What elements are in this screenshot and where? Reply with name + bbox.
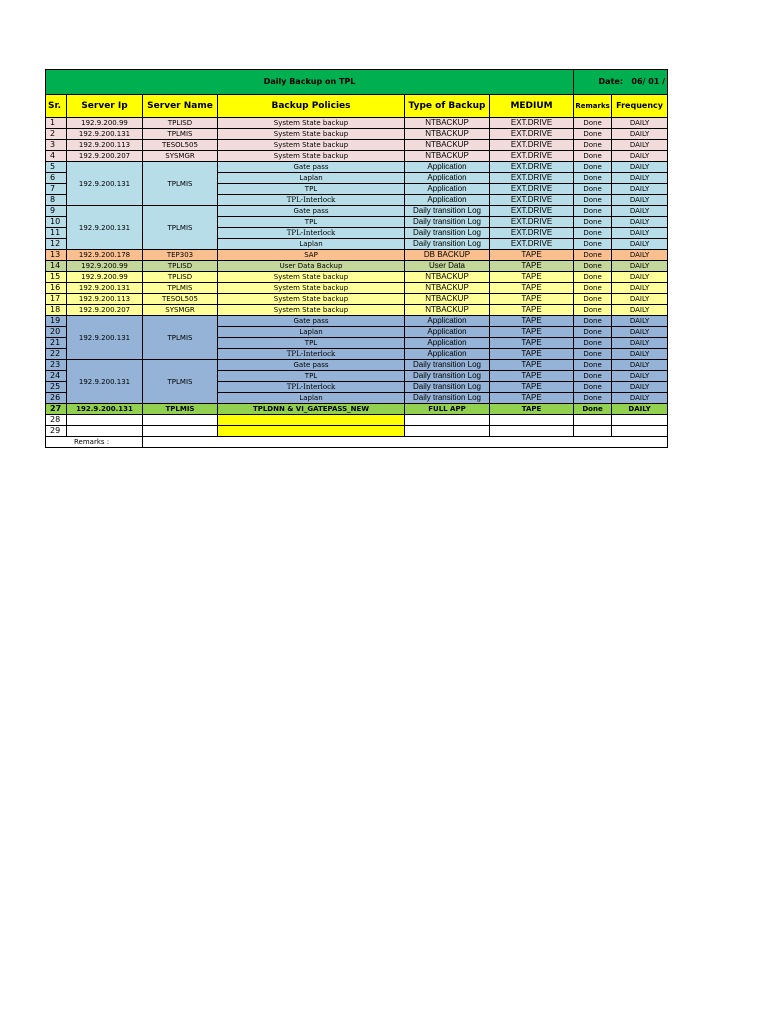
table-row — [46, 426, 668, 437]
type-cell: NTBACKUP — [405, 140, 490, 151]
frequency-cell: DAILY — [612, 404, 668, 415]
type-cell: NTBACKUP — [405, 272, 490, 283]
frequency-cell: DAILY — [612, 261, 668, 272]
header-backup-policies: Backup Policies — [218, 95, 405, 118]
table-row — [46, 151, 668, 162]
medium-cell: TAPE — [490, 261, 574, 272]
empty-cell — [67, 415, 143, 426]
policy-cell: TPL — [218, 217, 405, 228]
header-remarks: Remarks — [574, 95, 612, 118]
header-type-of-backup: Type of Backup — [405, 95, 490, 118]
server-ip-cell: 192.9.200.131 — [67, 162, 143, 206]
remarks-cell: Done — [574, 283, 612, 294]
sheet-title: Daily Backup on TPL — [46, 70, 574, 95]
policy-cell: User Data Backup — [218, 261, 405, 272]
type-cell: Application — [405, 349, 490, 360]
policy-cell: System State backup — [218, 129, 405, 140]
sr-cell: 1 — [46, 118, 67, 129]
server-ip-cell: 192.9.200.131 — [67, 316, 143, 360]
frequency-cell: DAILY — [612, 151, 668, 162]
server-ip-cell: 192.9.200.131 — [67, 129, 143, 140]
server-ip-cell: 192.9.200.207 — [67, 305, 143, 316]
remarks-cell: Done — [574, 349, 612, 360]
frequency-cell: DAILY — [612, 283, 668, 294]
type-cell: NTBACKUP — [405, 294, 490, 305]
policy-cell: System State backup — [218, 140, 405, 151]
type-cell: Application — [405, 338, 490, 349]
table-row — [46, 294, 668, 305]
medium-cell: TAPE — [490, 393, 574, 404]
remarks-cell: Done — [574, 162, 612, 173]
sr-cell: 20 — [46, 327, 67, 338]
frequency-cell: DAILY — [612, 327, 668, 338]
policy-cell: System State backup — [218, 283, 405, 294]
remarks-cell: Done — [574, 327, 612, 338]
frequency-cell: DAILY — [612, 184, 668, 195]
empty-cell — [574, 415, 612, 426]
remarks-cell: Done — [574, 316, 612, 327]
server-name-cell: SYSMGR — [143, 151, 218, 162]
policy-cell: TPLDNN & VI_GATEPASS_NEW — [218, 404, 405, 415]
frequency-cell: DAILY — [612, 349, 668, 360]
sr-cell: 5 — [46, 162, 67, 173]
sr-cell: 11 — [46, 228, 67, 239]
date-label: Date: — [598, 77, 624, 86]
sr-cell: 21 — [46, 338, 67, 349]
remarks-cell: Done — [574, 404, 612, 415]
policy-cell: System State backup — [218, 272, 405, 283]
remarks-cell: Done — [574, 360, 612, 371]
sr-cell: 18 — [46, 305, 67, 316]
sr-cell: 10 — [46, 217, 67, 228]
server-ip-cell: 192.9.200.131 — [67, 404, 143, 415]
empty-cell — [612, 426, 668, 437]
remarks-cell: Done — [574, 338, 612, 349]
empty-cell — [405, 426, 490, 437]
sr-cell: 26 — [46, 393, 67, 404]
type-cell: Application — [405, 195, 490, 206]
date-cell — [574, 70, 668, 95]
table-row — [46, 404, 668, 415]
server-name-cell: TPLMIS — [143, 162, 218, 206]
table-row — [46, 129, 668, 140]
server-name-cell: TPLMIS — [143, 283, 218, 294]
sr-cell: 13 — [46, 250, 67, 261]
empty-cell — [67, 426, 143, 437]
sr-cell: 14 — [46, 261, 67, 272]
type-cell: Daily transition Log — [405, 393, 490, 404]
header-frequency: Frequency — [612, 95, 668, 118]
table-row — [46, 272, 668, 283]
policy-cell: TPL — [218, 338, 405, 349]
sr-cell: 2 — [46, 129, 67, 140]
table-row — [46, 305, 668, 316]
medium-cell: TAPE — [490, 371, 574, 382]
sr-cell: 23 — [46, 360, 67, 371]
header-row — [46, 95, 668, 118]
sr-cell: 4 — [46, 151, 67, 162]
type-cell: Application — [405, 184, 490, 195]
policy-cell: Laplan — [218, 327, 405, 338]
frequency-cell: DAILY — [612, 228, 668, 239]
type-cell: Daily transition Log — [405, 382, 490, 393]
remarks-cell: Done — [574, 239, 612, 250]
medium-cell: TAPE — [490, 250, 574, 261]
date-value: 06/ 01 / — [631, 77, 666, 86]
remarks-cell: Done — [574, 195, 612, 206]
server-ip-cell: 192.9.200.113 — [67, 294, 143, 305]
sr-cell: 3 — [46, 140, 67, 151]
server-ip-cell: 192.9.200.99 — [67, 272, 143, 283]
server-name-cell: TESOL505 — [143, 294, 218, 305]
table-row — [46, 118, 668, 129]
server-name-cell: TPLMIS — [143, 404, 218, 415]
sr-cell: 22 — [46, 349, 67, 360]
policy-cell: Gate pass — [218, 360, 405, 371]
type-cell: NTBACKUP — [405, 151, 490, 162]
policy-cell: TPL-Interlock — [218, 382, 405, 393]
policy-cell: Gate pass — [218, 162, 405, 173]
empty-cell — [405, 415, 490, 426]
server-name-cell: TESOL505 — [143, 140, 218, 151]
medium-cell: EXT.DRIVE — [490, 129, 574, 140]
server-name-cell: TPLMIS — [143, 360, 218, 404]
remarks-cell: Done — [574, 140, 612, 151]
server-ip-cell: 192.9.200.99 — [67, 118, 143, 129]
remarks-cell: Done — [574, 382, 612, 393]
frequency-cell: DAILY — [612, 338, 668, 349]
highlighted-empty-cell — [218, 426, 405, 437]
medium-cell: TAPE — [490, 404, 574, 415]
frequency-cell: DAILY — [612, 382, 668, 393]
frequency-cell: DAILY — [612, 140, 668, 151]
remarks-value-cell — [143, 437, 668, 448]
remarks-cell: Done — [574, 250, 612, 261]
table-row — [46, 360, 668, 371]
policy-cell: Laplan — [218, 173, 405, 184]
medium-cell: EXT.DRIVE — [490, 151, 574, 162]
remarks-cell: Done — [574, 294, 612, 305]
frequency-cell: DAILY — [612, 305, 668, 316]
table-row — [46, 162, 668, 173]
sr-cell: 27 — [46, 404, 67, 415]
type-cell: Daily transition Log — [405, 217, 490, 228]
server-name-cell: TPLMIS — [143, 129, 218, 140]
header-medium: MEDIUM — [490, 95, 574, 118]
medium-cell: TAPE — [490, 305, 574, 316]
type-cell: User Data — [405, 261, 490, 272]
type-cell: FULL APP — [405, 404, 490, 415]
type-cell: NTBACKUP — [405, 129, 490, 140]
frequency-cell: DAILY — [612, 118, 668, 129]
table-row — [46, 140, 668, 151]
header-sr: Sr. — [46, 95, 67, 118]
type-cell: NTBACKUP — [405, 283, 490, 294]
medium-cell: TAPE — [490, 382, 574, 393]
remarks-cell: Done — [574, 228, 612, 239]
medium-cell: TAPE — [490, 360, 574, 371]
server-ip-cell: 192.9.200.131 — [67, 360, 143, 404]
medium-cell: TAPE — [490, 349, 574, 360]
policy-cell: System State backup — [218, 305, 405, 316]
title-row — [46, 70, 668, 95]
sr-cell: 16 — [46, 283, 67, 294]
policy-cell: TPL-Interlock — [218, 195, 405, 206]
empty-cell — [612, 415, 668, 426]
remarks-cell: Done — [574, 261, 612, 272]
remarks-cell: Done — [574, 173, 612, 184]
remarks-cell: Done — [574, 151, 612, 162]
medium-cell: TAPE — [490, 316, 574, 327]
remarks-cell: Done — [574, 184, 612, 195]
type-cell: Daily transition Log — [405, 360, 490, 371]
server-name-cell: TPLISD — [143, 118, 218, 129]
sr-cell: 29 — [46, 426, 67, 437]
table-row — [46, 415, 668, 426]
frequency-cell: DAILY — [612, 206, 668, 217]
sr-cell: 9 — [46, 206, 67, 217]
sr-cell: 28 — [46, 415, 67, 426]
policy-cell: Laplan — [218, 239, 405, 250]
highlighted-empty-cell — [218, 415, 405, 426]
header-server-name: Server Name — [143, 95, 218, 118]
remarks-cell: Done — [574, 206, 612, 217]
server-ip-cell: 192.9.200.99 — [67, 261, 143, 272]
type-cell: Daily transition Log — [405, 206, 490, 217]
empty-cell — [574, 426, 612, 437]
sr-cell: 15 — [46, 272, 67, 283]
sr-cell: 8 — [46, 195, 67, 206]
frequency-cell: DAILY — [612, 195, 668, 206]
type-cell: Application — [405, 316, 490, 327]
sr-cell: 19 — [46, 316, 67, 327]
frequency-cell: DAILY — [612, 294, 668, 305]
frequency-cell: DAILY — [612, 217, 668, 228]
type-cell: Daily transition Log — [405, 371, 490, 382]
policy-cell: Gate pass — [218, 316, 405, 327]
table-row — [46, 316, 668, 327]
medium-cell: EXT.DRIVE — [490, 195, 574, 206]
policy-cell: System State backup — [218, 294, 405, 305]
remarks-cell: Done — [574, 305, 612, 316]
medium-cell: TAPE — [490, 294, 574, 305]
policy-cell: TPL-Interlock — [218, 349, 405, 360]
server-ip-cell: 192.9.200.113 — [67, 140, 143, 151]
medium-cell: EXT.DRIVE — [490, 206, 574, 217]
sr-cell: 6 — [46, 173, 67, 184]
empty-cell — [490, 426, 574, 437]
table-row — [46, 206, 668, 217]
type-cell: Application — [405, 327, 490, 338]
policy-cell: Laplan — [218, 393, 405, 404]
medium-cell: EXT.DRIVE — [490, 239, 574, 250]
remarks-label: Remarks : — [46, 437, 143, 448]
medium-cell: EXT.DRIVE — [490, 173, 574, 184]
server-name-cell: TPLMIS — [143, 206, 218, 250]
backup-table — [45, 69, 668, 448]
remarks-row — [46, 437, 668, 448]
medium-cell: EXT.DRIVE — [490, 140, 574, 151]
sr-cell: 17 — [46, 294, 67, 305]
frequency-cell: DAILY — [612, 371, 668, 382]
medium-cell: EXT.DRIVE — [490, 217, 574, 228]
table-row — [46, 250, 668, 261]
remarks-cell: Done — [574, 217, 612, 228]
server-ip-cell: 192.9.200.131 — [67, 283, 143, 294]
type-cell: NTBACKUP — [405, 305, 490, 316]
remarks-cell: Done — [574, 129, 612, 140]
medium-cell: EXT.DRIVE — [490, 184, 574, 195]
policy-cell: System State backup — [218, 151, 405, 162]
policy-cell: SAP — [218, 250, 405, 261]
medium-cell: EXT.DRIVE — [490, 162, 574, 173]
server-name-cell: SYSMGR — [143, 305, 218, 316]
frequency-cell: DAILY — [612, 129, 668, 140]
sr-cell: 25 — [46, 382, 67, 393]
type-cell: Daily transition Log — [405, 228, 490, 239]
server-ip-cell: 192.9.200.178 — [67, 250, 143, 261]
policy-cell: TPL — [218, 371, 405, 382]
server-name-cell: TPLISD — [143, 261, 218, 272]
server-name-cell: TEP303 — [143, 250, 218, 261]
server-ip-cell: 192.9.200.207 — [67, 151, 143, 162]
server-name-cell: TPLMIS — [143, 316, 218, 360]
empty-cell — [490, 415, 574, 426]
sr-cell: 12 — [46, 239, 67, 250]
policy-cell: TPL-Interlock — [218, 228, 405, 239]
header-server-ip: Server Ip — [67, 95, 143, 118]
table-row — [46, 283, 668, 294]
medium-cell: EXT.DRIVE — [490, 228, 574, 239]
policy-cell: TPL — [218, 184, 405, 195]
empty-cell — [143, 415, 218, 426]
sr-cell: 24 — [46, 371, 67, 382]
policy-cell: Gate pass — [218, 206, 405, 217]
sr-cell: 7 — [46, 184, 67, 195]
remarks-cell: Done — [574, 118, 612, 129]
frequency-cell: DAILY — [612, 239, 668, 250]
medium-cell: TAPE — [490, 338, 574, 349]
medium-cell: TAPE — [490, 327, 574, 338]
medium-cell: EXT.DRIVE — [490, 118, 574, 129]
frequency-cell: DAILY — [612, 360, 668, 371]
frequency-cell: DAILY — [612, 316, 668, 327]
policy-cell: System State backup — [218, 118, 405, 129]
type-cell: Application — [405, 173, 490, 184]
frequency-cell: DAILY — [612, 250, 668, 261]
remarks-cell: Done — [574, 371, 612, 382]
server-ip-cell: 192.9.200.131 — [67, 206, 143, 250]
remarks-cell: Done — [574, 393, 612, 404]
type-cell: NTBACKUP — [405, 118, 490, 129]
frequency-cell: DAILY — [612, 173, 668, 184]
type-cell: DB BACKUP — [405, 250, 490, 261]
server-name-cell: TPLISD — [143, 272, 218, 283]
type-cell: Application — [405, 162, 490, 173]
medium-cell: TAPE — [490, 272, 574, 283]
table-row — [46, 261, 668, 272]
frequency-cell: DAILY — [612, 162, 668, 173]
medium-cell: TAPE — [490, 283, 574, 294]
empty-cell — [143, 426, 218, 437]
type-cell: Daily transition Log — [405, 239, 490, 250]
frequency-cell: DAILY — [612, 272, 668, 283]
frequency-cell: DAILY — [612, 393, 668, 404]
remarks-cell: Done — [574, 272, 612, 283]
